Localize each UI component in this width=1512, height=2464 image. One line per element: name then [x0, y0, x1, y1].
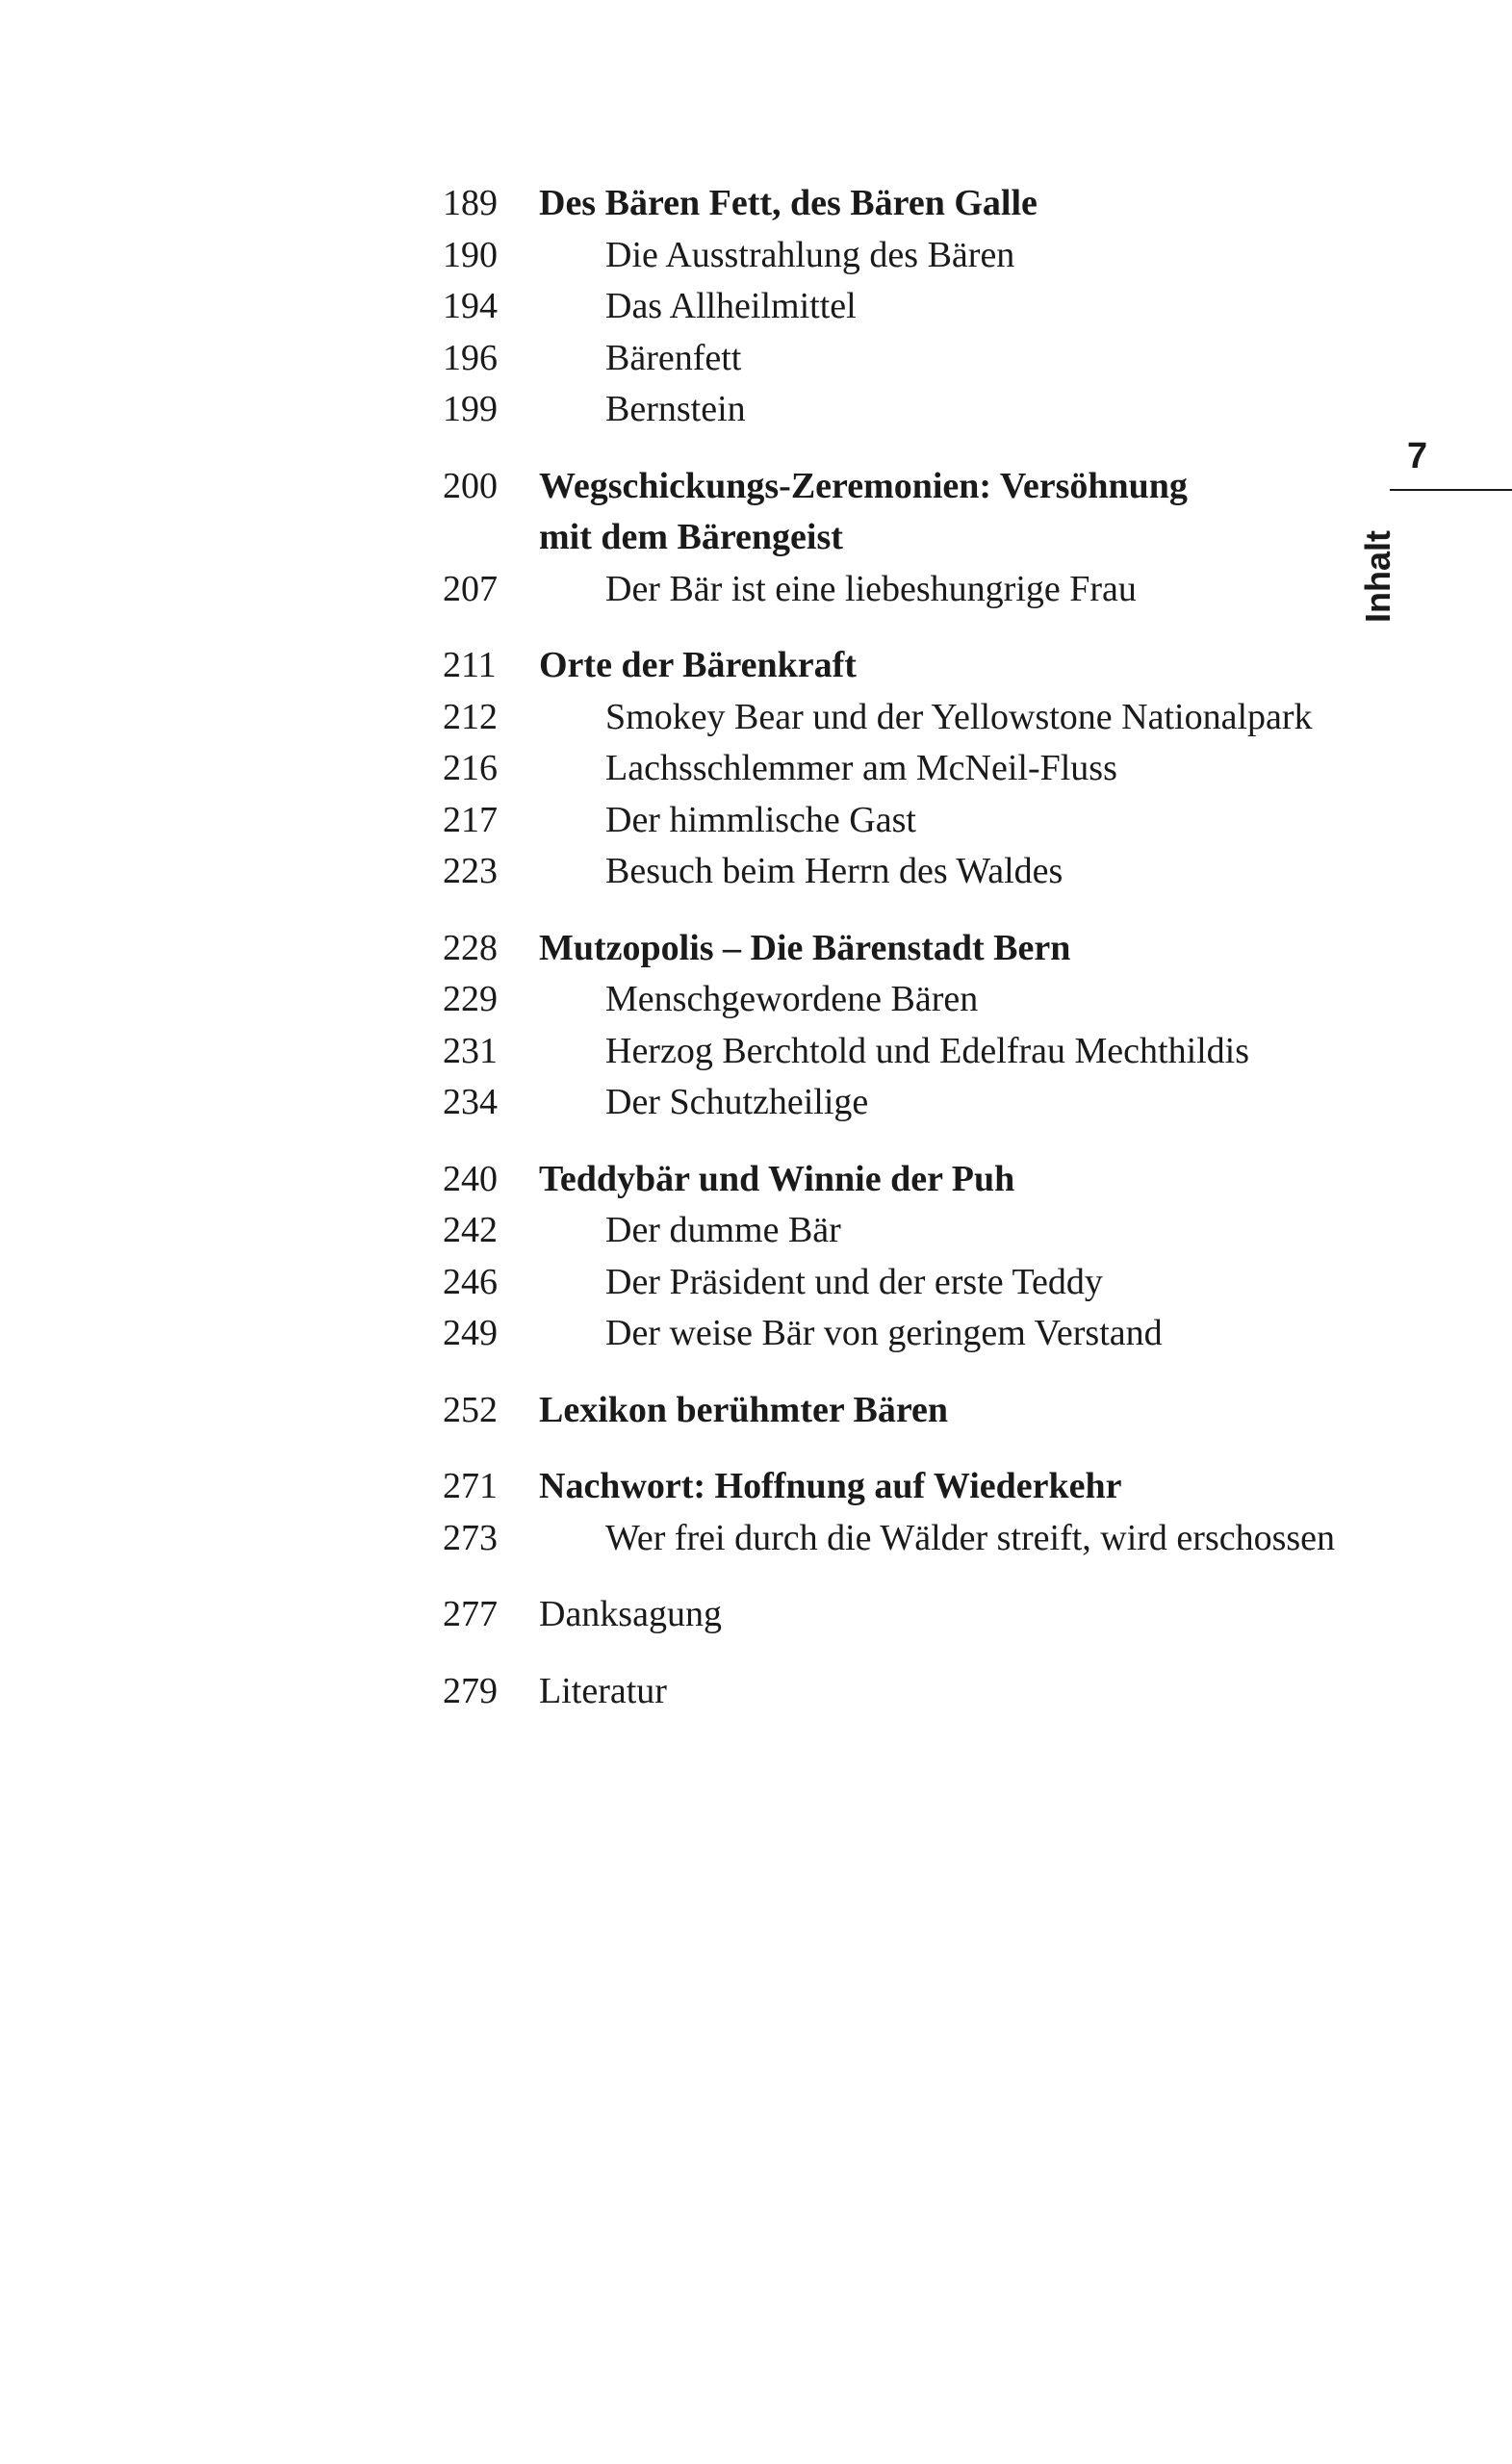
- toc-entry-title: Bernstein: [605, 389, 746, 429]
- toc-page-number: 234: [443, 1082, 498, 1122]
- toc-entry: [443, 743, 1501, 795]
- toc-group: [443, 461, 1501, 616]
- toc-page-number: 229: [443, 979, 498, 1019]
- toc-entry: [443, 1308, 1501, 1360]
- toc-entry: [443, 1461, 1501, 1513]
- toc-entry-title: Der Präsident und der erste Teddy: [605, 1261, 1103, 1302]
- toc-entry-title: Literatur: [539, 1670, 667, 1711]
- toc-entry: [443, 923, 1501, 975]
- toc-entry: [443, 1589, 1501, 1641]
- toc-page-number: 271: [443, 1466, 498, 1506]
- toc-entry-title: Danksagung: [539, 1594, 722, 1634]
- toc-entry: [443, 1205, 1501, 1257]
- toc-group: [443, 923, 1501, 1129]
- toc-entry-title: Der Bär ist eine liebeshungrige Frau: [605, 568, 1137, 609]
- toc-entry-title: Besuch beim Herrn des Waldes: [605, 851, 1064, 891]
- toc-group: [443, 1461, 1501, 1564]
- toc-page-number: 189: [443, 183, 498, 223]
- toc-entry: [443, 564, 1501, 616]
- toc-page-number: 273: [443, 1517, 498, 1558]
- toc-entry: [443, 1385, 1501, 1437]
- toc-entry-title: Der himmlische Gast: [605, 799, 916, 840]
- toc-entry: [443, 281, 1501, 333]
- toc-page-number: 216: [443, 748, 498, 788]
- toc-entry: [443, 512, 1501, 564]
- toc-entry-title: Smokey Bear und der Yellowstone Nationalpark: [605, 696, 1313, 737]
- toc-entry: [443, 1077, 1501, 1129]
- toc-page-number: 246: [443, 1261, 498, 1302]
- toc-group: [443, 640, 1501, 898]
- toc-entry: [443, 230, 1501, 282]
- toc-page-number: 252: [443, 1389, 498, 1430]
- toc-page-number: 231: [443, 1030, 498, 1071]
- toc-entry-title: Mutzopolis – Die Bärenstadt Bern: [539, 927, 1071, 968]
- toc-page-number: 194: [443, 286, 498, 326]
- toc-page-number: 190: [443, 234, 498, 275]
- toc-page-number: 223: [443, 851, 498, 891]
- toc-entry-title: Nachwort: Hoffnung auf Wiederkehr: [539, 1466, 1122, 1506]
- toc-group: [443, 1154, 1501, 1360]
- toc-entry: [443, 1666, 1501, 1718]
- toc-page-number: 228: [443, 927, 498, 968]
- toc-page-number: 211: [443, 645, 497, 685]
- toc-entry-title: Der weise Bär von geringem Verstand: [605, 1313, 1163, 1353]
- toc-entry-title: Wegschickungs-Zeremonien: Versöhnung: [539, 465, 1188, 506]
- toc-entry: [443, 1026, 1501, 1078]
- toc-page-number: 207: [443, 568, 498, 609]
- toc-group: [443, 1589, 1501, 1641]
- toc-entry-title: Bärenfett: [605, 337, 742, 378]
- page-number-rule: [1390, 489, 1512, 491]
- toc-entry-title: Das Allheilmittel: [605, 286, 857, 326]
- toc-entry-title: Lexikon berühmter Bären: [539, 1389, 949, 1430]
- toc-entry: [443, 461, 1501, 513]
- toc-group: [443, 178, 1501, 436]
- toc-page-number: 242: [443, 1210, 498, 1250]
- toc-entry-title: mit dem Bärengeist: [539, 517, 843, 557]
- toc-entry-title: Lachsschlemmer am McNeil-Fluss: [605, 748, 1117, 788]
- toc-page-number: 240: [443, 1158, 498, 1199]
- toc-entry-title: Menschgewordene Bären: [605, 979, 979, 1019]
- toc-entry-title: Des Bären Fett, des Bären Galle: [539, 183, 1038, 223]
- toc-page-number: 196: [443, 337, 498, 378]
- toc-page-number: 212: [443, 696, 498, 737]
- toc-entry: [443, 1257, 1501, 1309]
- toc-page-number: 277: [443, 1594, 498, 1634]
- toc-group: [443, 1666, 1501, 1718]
- toc-entry-title: Orte der Bärenkraft: [539, 645, 857, 685]
- toc-entry: [443, 846, 1501, 898]
- toc-entry: [443, 333, 1501, 385]
- toc-entry: [443, 178, 1501, 230]
- toc-page-number: 217: [443, 799, 498, 840]
- toc-entry: [443, 1513, 1501, 1565]
- toc-page-number: 249: [443, 1313, 498, 1353]
- toc-entry-title: Der dumme Bär: [605, 1210, 841, 1250]
- toc-entry: [443, 795, 1501, 847]
- toc-entry: [443, 1154, 1501, 1206]
- toc-entry-title: Der Schutzheilige: [605, 1082, 869, 1122]
- toc-page-number: 200: [443, 465, 498, 506]
- toc-entry-title: Herzog Berchtold und Edelfrau Mechthildis: [605, 1030, 1250, 1071]
- toc-entry-title: Wer frei durch die Wälder streift, wird erschossen: [605, 1517, 1336, 1558]
- page-number: 7: [1407, 436, 1428, 476]
- toc-entry: [443, 974, 1501, 1026]
- toc-entry: [443, 640, 1501, 692]
- table-of-contents: [443, 178, 1501, 1742]
- toc-group: [443, 1385, 1501, 1437]
- toc-page-number: 279: [443, 1670, 498, 1711]
- toc-entry-title: Teddybär und Winnie der Puh: [539, 1158, 1015, 1199]
- toc-entry: [443, 692, 1501, 744]
- toc-entry-title: Die Ausstrahlung des Bären: [605, 234, 1015, 275]
- toc-page-number: 199: [443, 389, 498, 429]
- toc-entry: [443, 384, 1501, 436]
- section-label: Inhalt: [1358, 530, 1397, 623]
